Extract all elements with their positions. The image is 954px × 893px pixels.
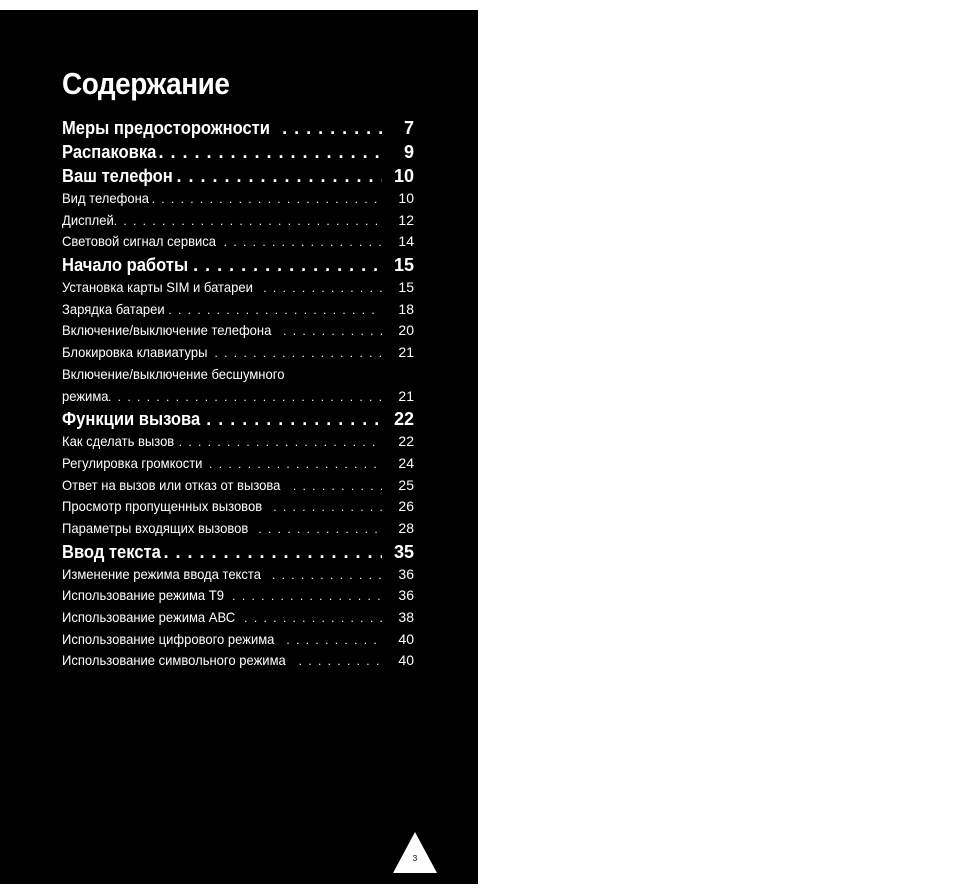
toc-heading-page: 22 [393,409,414,430]
dot-leader [283,321,382,342]
toc-item-label: Вид телефона [62,190,150,206]
toc-item-label: Зарядка батареи [62,300,165,317]
toc-heading-page: 15 [393,255,414,276]
dot-leader [224,232,382,253]
dot-leader [159,140,382,164]
dot-leader [179,432,382,453]
toc-item-label: Использование режима АВС [62,609,236,625]
toc-item-row[interactable] [62,475,414,497]
toc-item-label-continuation: режима [62,387,109,404]
dot-leader [114,211,382,232]
page-number: 3 [412,854,418,863]
toc-item-page: 25 [398,476,414,493]
toc-item-page: 21 [398,387,414,404]
toc-item-label: Ответ на вызов или отказ от вызова [62,476,281,493]
toc-item-row[interactable] [62,607,414,629]
toc-item-row[interactable] [62,629,414,651]
toc-section [62,116,414,140]
toc-item-row[interactable] [62,431,414,453]
toc-item-row[interactable] [62,299,414,321]
toc-item-row[interactable] [62,210,414,232]
toc-item-page: 15 [398,279,414,296]
toc-item-label: Регулировка громкости [62,454,203,471]
dot-leader [206,407,382,431]
toc-heading-row[interactable] [62,540,414,564]
toc-item-label: Просмотр пропущенных вызовов [62,498,263,515]
toc-item-page: 22 [398,433,414,450]
toc-item-row[interactable] [62,518,414,540]
toc-heading-row[interactable] [62,116,414,140]
dot-leader [152,189,382,210]
dot-leader [282,116,382,140]
dot-leader [273,497,382,518]
toc-section [62,407,414,539]
toc-item-label: Блокировка клавиатуры [62,344,208,361]
toc-heading-row[interactable] [62,253,414,277]
toc-section [62,540,414,672]
toc-item-page: 40 [398,652,414,669]
toc-item-row-continuation[interactable] [62,386,414,408]
toc-heading-row[interactable] [62,164,414,188]
toc-item-page: 18 [398,300,414,317]
dot-leader [176,164,382,188]
dot-leader [263,278,382,299]
page-panel [0,10,478,884]
dot-leader [244,608,382,629]
toc-item-row[interactable] [62,453,414,475]
toc-heading-label: Меры предосторожности [62,118,270,138]
toc-heading-label: Распаковка [62,142,157,162]
toc-item-page: 21 [398,344,414,361]
toc-item-row[interactable] [62,564,414,586]
dot-leader [163,540,382,564]
dot-leader [193,253,382,277]
toc-item-row[interactable] [62,585,414,607]
toc-heading-row[interactable] [62,140,414,164]
dot-leader [258,519,382,540]
toc-item-label: Изменение режима ввода текста [62,565,261,582]
dot-leader [286,630,382,651]
dot-leader [272,565,382,586]
toc-heading-label: Функции вызова [62,409,201,430]
toc-item-label: Использование символьного режима [62,652,286,669]
dot-leader [214,343,382,364]
toc-item-label: Использование цифрового режима [62,630,275,647]
toc-item-page: 38 [398,609,414,625]
toc-item-page: 10 [398,190,414,206]
toc-heading-page: 9 [403,142,414,162]
toc-heading-row[interactable] [62,407,414,431]
toc-item-label: Дисплей [62,211,114,228]
toc-section [62,140,414,164]
toc-item-row[interactable] [62,277,414,299]
toc-item-label: Включение/выключение бесшумного [62,365,285,382]
toc-heading-label: Ввод текста [62,541,161,562]
page-title: Содержание [62,66,230,101]
toc-item-label: Как сделать вызов [62,433,175,450]
dot-leader [209,454,382,475]
dot-leader [168,300,382,321]
toc-heading-label: Ваш телефон [62,166,173,186]
page-number-marker [392,830,438,874]
toc-item-page: 26 [398,498,414,515]
toc-item-row[interactable] [62,650,414,672]
toc-heading-page: 10 [393,166,414,186]
toc-item-page: 20 [398,322,414,339]
toc-item-row[interactable] [62,231,414,253]
toc-heading-label: Начало работы [62,255,189,276]
toc-heading-page: 7 [403,118,414,138]
toc-item-page: 12 [398,211,414,228]
toc-item-label: Использование режима Т9 [62,587,224,604]
toc-section [62,164,414,253]
toc-item-page: 28 [398,519,414,536]
toc-item-page: 24 [398,454,414,471]
toc-item-label: Параметры входящих вызовов [62,519,249,536]
toc-item-page: 14 [398,233,414,250]
dot-leader [232,586,382,607]
toc-item-label: Включение/выключение телефона [62,322,272,339]
dot-leader [108,387,382,408]
toc-item-row[interactable] [62,496,414,518]
triangle-icon [392,830,438,874]
toc-item-row[interactable] [62,342,414,364]
toc-item-row[interactable] [62,188,414,210]
toc-item-row-first-line[interactable] [62,364,414,386]
table-of-contents [62,116,414,672]
dot-leader [299,651,382,672]
toc-item-label: Установка карты SIM и батареи [62,279,253,296]
toc-item-page: 40 [398,630,414,647]
toc-section [62,253,414,407]
dot-leader [293,476,382,497]
toc-item-row[interactable] [62,320,414,342]
toc-heading-page: 35 [393,541,414,562]
toc-item-label: Световой сигнал сервиса [62,233,217,250]
toc-item-page: 36 [398,565,414,582]
toc-item-page: 36 [398,587,414,604]
